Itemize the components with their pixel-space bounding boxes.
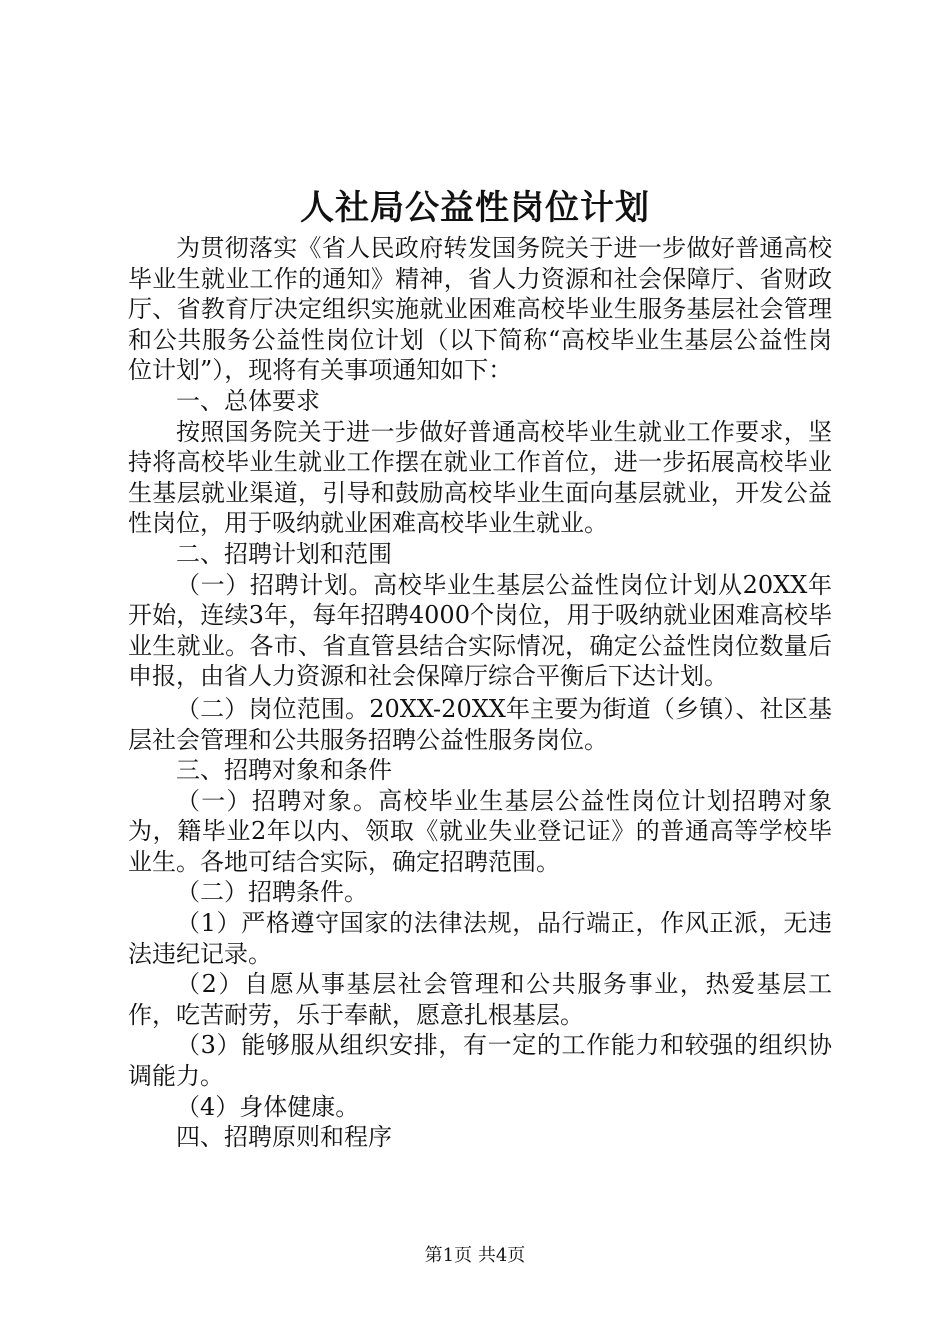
heading-section-1: 一、总体要求 bbox=[176, 386, 320, 415]
document-body bbox=[128, 233, 832, 1153]
paragraph-intro: 为贯彻落实《省人民政府转发国务院关于进一步做好普通高校毕业生就业工作的通知》精神，省人力资源和社会保障厅、省财政厅、省教育厅决定组织实施就业困难高校毕业生服务基层社会管理和公共服务公益性岗位计划（以下简称“高校毕业生基层公益性岗位计划”），现将有关事项通知如下： bbox=[128, 234, 832, 385]
heading-recruitment-conditions: （二）招聘条件。 bbox=[176, 878, 368, 907]
paragraph-section-1: 按照国务院关于进一步做好普通高校毕业生就业工作要求，坚持将高校毕业生就业工作摆在就业工作首位，进一步拓展高校毕业生基层就业渠道，引导和鼓励高校毕业生面向基层就业，开发公益性岗位，用于吸纳就业困难高校毕业生就业。 bbox=[128, 417, 832, 538]
paragraph-recruitment-targets: （一）招聘对象。高校毕业生基层公益性岗位计划招聘对象为，籍毕业2年以内、领取《就业失业登记证》的普通高等学校毕业生。各地可结合实际，确定招聘范围。 bbox=[128, 786, 832, 876]
heading-section-4: 四、招聘原则和程序 bbox=[176, 1123, 392, 1152]
heading-section-2: 二、招聘计划和范围 bbox=[176, 539, 392, 568]
condition-item-4: （4）身体健康。 bbox=[176, 1092, 360, 1121]
heading-section-3: 三、招聘对象和条件 bbox=[176, 756, 392, 785]
condition-item-1: （1）严格遵守国家的法律法规，品行端正，作风正派，无违法违纪记录。 bbox=[128, 909, 832, 968]
paragraph-position-scope: （二）岗位范围。20XX-20XX年主要为街道（乡镇）、社区基层社会管理和公共服务招聘公益性服务岗位。 bbox=[128, 694, 832, 754]
page-number-footer: 第1页 共4页 bbox=[424, 1245, 526, 1266]
condition-item-2: （2）自愿从事基层社会管理和公共服务事业，热爱基层工作，吃苦耐劳，乐于奉献，愿意扎根基层。 bbox=[128, 970, 832, 1029]
condition-item-3: （3）能够服从组织安排，有一定的工作能力和较强的组织协调能力。 bbox=[128, 1031, 832, 1091]
document-title: 人社局公益性岗位计划 bbox=[300, 188, 650, 228]
paragraph-recruitment-plan: （一）招聘计划。高校毕业生基层公益性岗位计划从20XX年开始，连续3年，每年招聘4000个岗位，用于吸纳就业困难高校毕业生就业。各市、省直管县结合实际情况，确定公益性岗位数量后申报，由省人力资源和社会保障厅综合平衡后下达计划。 bbox=[128, 570, 832, 691]
